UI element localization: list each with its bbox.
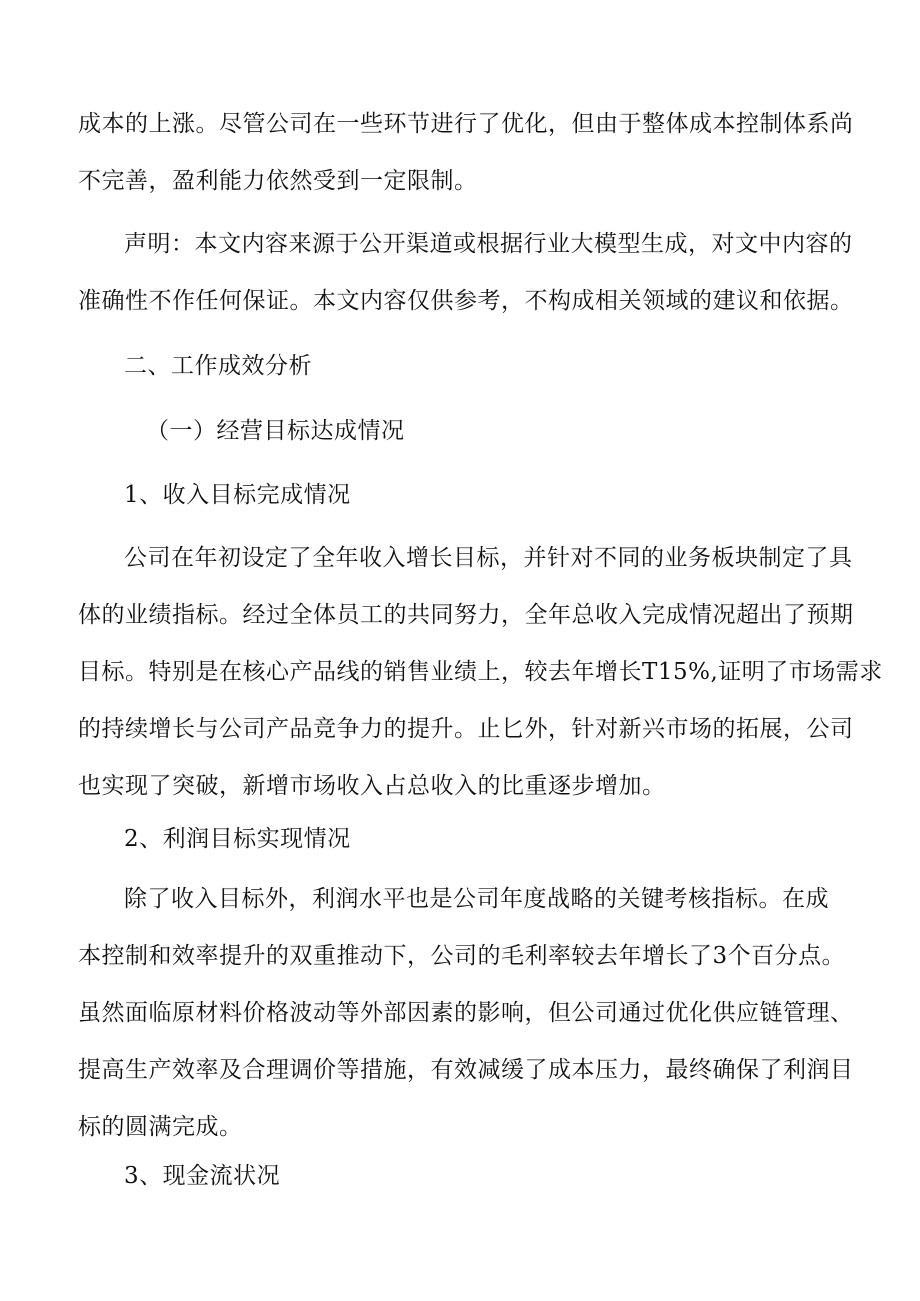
text-line: 不完善，盈利能力依然受到一定限制。 [78,168,478,194]
text-line: 声明：本文内容来源于公开渠道或根据行业大模型生成，对文中内容的 [124,231,853,257]
heading-text: 2、利润目标实现情况 [124,826,351,852]
text-line: 本控制和效率提升的双重推动下，公司的毛利率较去年增长了3个百分点。 [78,943,846,969]
text-line: 的持续增长与公司产品竞争力的提升。止匕外，针对新兴市场的拓展，公司 [78,716,854,742]
heading-text: 二、工作成效分析 [124,353,312,379]
paragraph-revenue [78,530,883,815]
text-line: 提高生产效率及合理调价等措施，有效减缓了成本压力，最终确保了利润目 [78,1057,854,1083]
text-line: 准确性不作任何保证。本文内容仅供参考，不构成相关领域的建议和依据。 [78,288,854,314]
section-heading [78,338,840,395]
item-heading-cashflow [78,1148,840,1205]
heading-text: （一）经营目标达成情况 [146,418,405,444]
paragraph-profit [78,871,854,1156]
text-line: 目标。特别是在核心产品线的销售业绩上，较去年增长T15%,证明了市场需求 [78,659,883,685]
paragraph-cost-rise [78,96,854,210]
text-line: 除了收入目标外，利润水平也是公司年度战略的关键考核指标。在成 [124,886,829,912]
text-line: 成本的上涨。尽管公司在一些环节进行了优化，但由于整体成本控制体系尚 [78,111,854,137]
paragraph-disclaimer [78,216,854,330]
text-line: 虽然面临原材料价格波动等外部因素的影响，但公司通过优化供应链管理、 [78,1000,854,1026]
text-line: 公司在年初设定了全年收入增长目标，并针对不同的业务板块制定了具 [124,545,853,571]
item-heading-profit [78,811,840,868]
text-line: 标的圆满完成。 [78,1114,243,1140]
heading-text: 1、收入目标完成情况 [124,482,351,508]
subsection-heading [78,403,840,460]
heading-text: 3、现金流状况 [124,1163,281,1189]
text-line: 体的业绩指标。经过全体员工的共同努力，全年总收入完成情况超出了预期 [78,602,854,628]
item-heading-revenue [78,467,840,524]
text-line: 也实现了突破，新增市场收入占总收入的比重逐步增加。 [78,773,666,799]
